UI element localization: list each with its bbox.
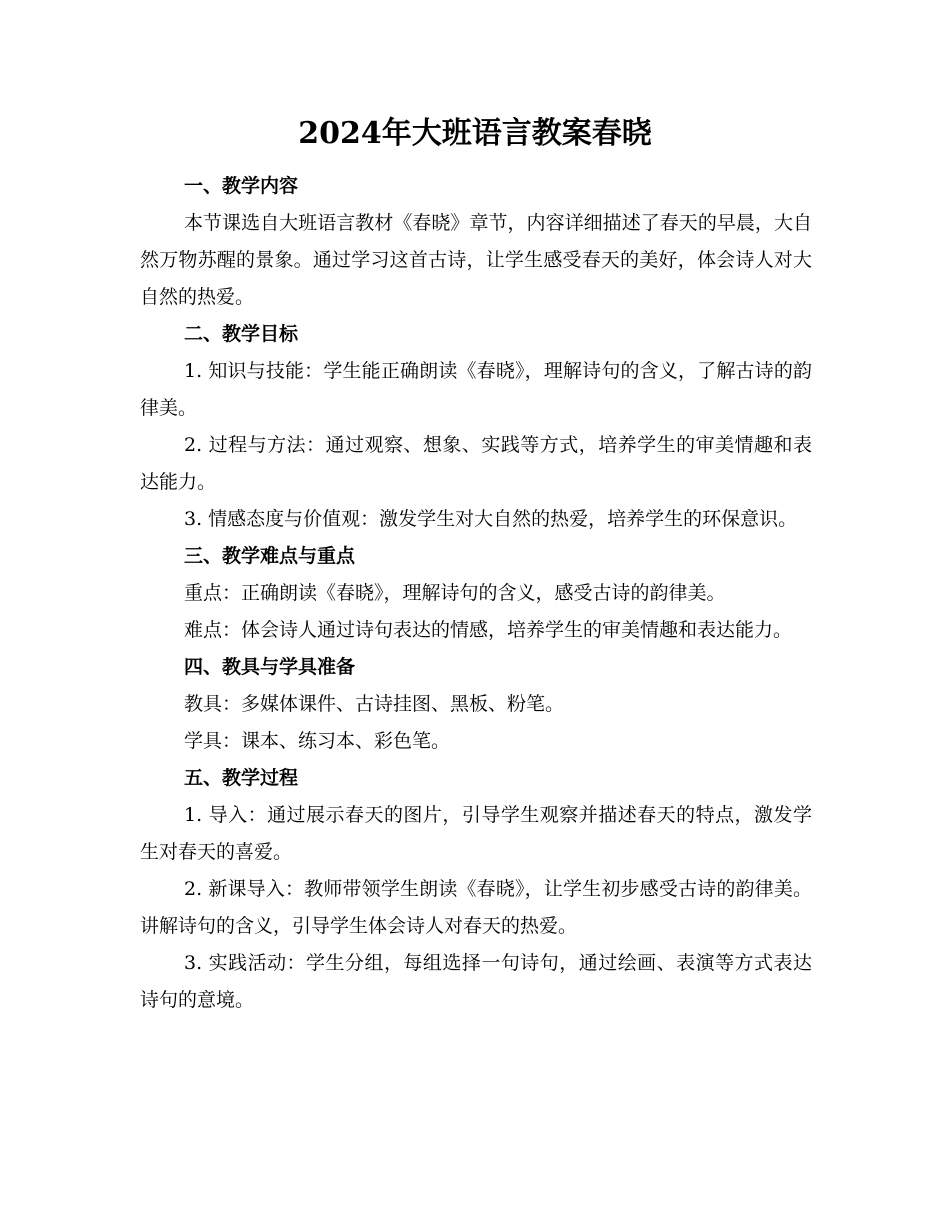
section-heading: 二、教学目标 [184,323,299,345]
paragraph: 2. 新课导入：教师带领学生朗读《春晓》，让学生初步感受古诗的韵律美。讲解诗句的含义，引导学生体会诗人对春天的热爱。 [140,878,812,937]
section-teaching-process [140,760,812,1019]
paragraph: 2. 过程与方法：通过观察、想象、实践等方式，培养学生的审美情趣和表达能力。 [140,434,812,493]
paragraph: 1. 知识与技能：学生能正确朗读《春晓》，理解诗句的含义，了解古诗的韵律美。 [140,360,812,419]
section-teaching-goals [140,316,812,538]
paragraph: 难点：体会诗人通过诗句表达的情感，培养学生的审美情趣和表达能力。 [184,619,793,641]
paragraph: 教具：多媒体课件、古诗挂图、黑板、粉笔。 [184,693,565,715]
section-heading: 一、教学内容 [184,175,299,197]
section-heading: 四、教具与学具准备 [184,656,356,678]
document-body [140,168,812,1019]
paragraph: 1. 导入：通过展示春天的图片，引导学生观察并描述春天的特点，激发学生对春天的喜爱。 [140,804,812,863]
paragraph: 3. 情感态度与价值观：激发学生对大自然的热爱，培养学生的环保意识。 [184,508,798,530]
paragraph: 重点：正确朗读《春晓》，理解诗句的含义，感受古诗的韵律美。 [184,582,726,604]
paragraph: 3. 实践活动：学生分组，每组选择一句诗句，通过绘画、表演等方式表达诗句的意境。 [140,952,812,1011]
section-difficulties-and-key-points [140,538,812,649]
section-teaching-content [140,168,812,316]
section-teaching-aids [140,649,812,760]
section-heading: 三、教学难点与重点 [184,545,356,567]
document-title: 2024年大班语言教案春晓 [298,116,652,151]
paragraph: 本节课选自大班语言教材《春晓》章节，内容详细描述了春天的早晨，大自然万物苏醒的景象。通过学习这首古诗，让学生感受春天的美好，体会诗人对大自然的热爱。 [140,212,812,308]
section-heading: 五、教学过程 [184,767,299,789]
paragraph: 学具：课本、练习本、彩色笔。 [184,730,451,752]
